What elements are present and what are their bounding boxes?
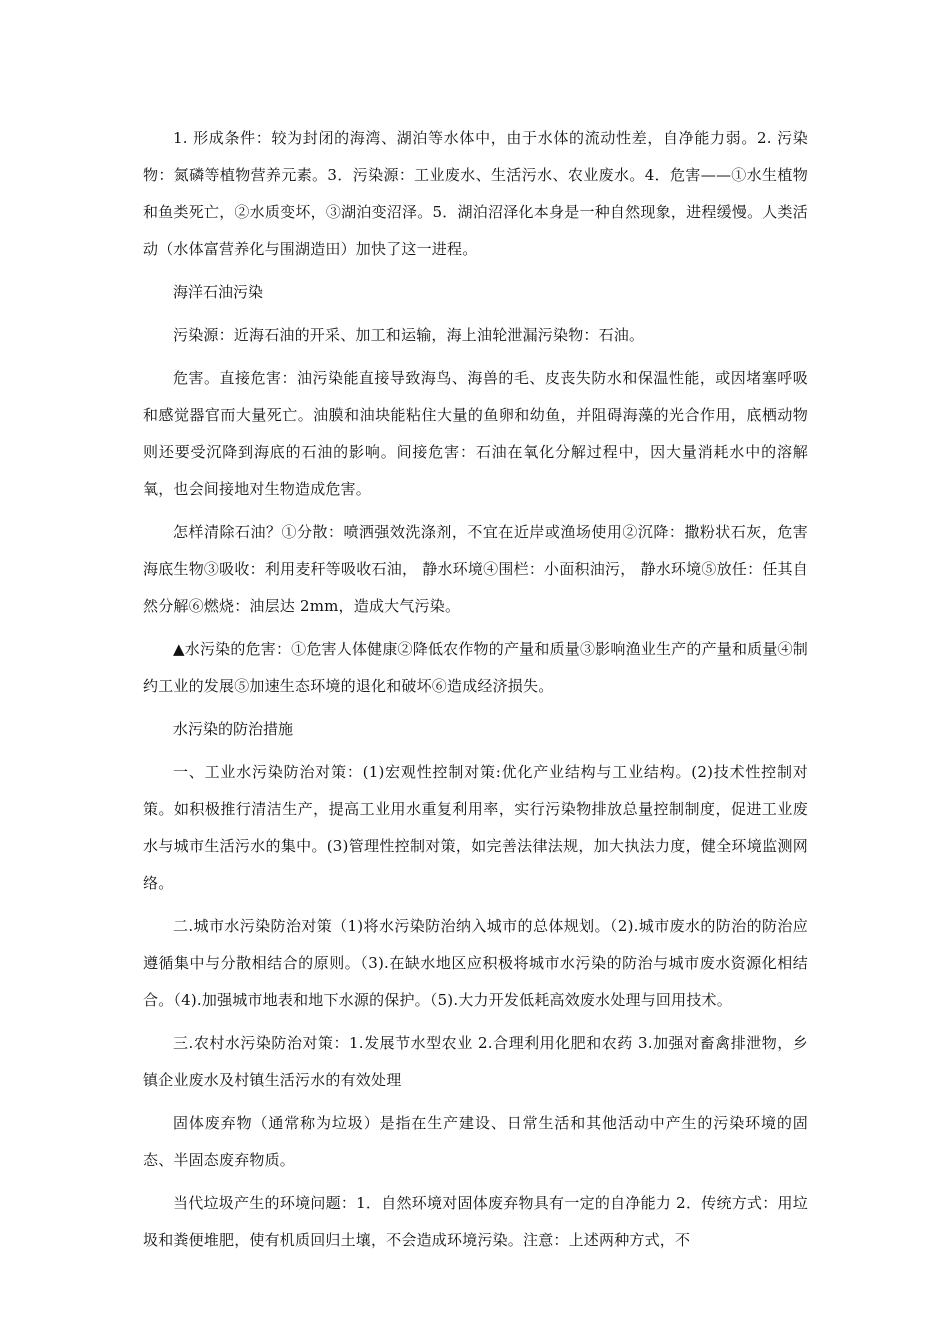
paragraph-water-pollution-harm: ▲水污染的危害：①危害人体健康②降低农作物的产量和质量③影响渔业生产的产量和质量④制约工业的发展⑤加速生态环境的退化和破坏⑥造成经济损失。 <box>143 640 808 695</box>
paragraph-eutrophication: 1. 形成条件：较为封闭的海湾、湖泊等水体中，由于水体的流动性差，自净能力弱。2. 污染物：氮磷等植物营养元素。3．污染源：工业废水、生活污水、农业废水。4．危害——①水生植物和鱼类死亡，②水质变坏，③湖泊变沼泽。5．湖泊沼泽化本身是一种自然现象，进程缓慢。人类活动（水体富营养化与围湖造田）加快了这一进程。 <box>143 129 808 258</box>
paragraph-oil-cleanup: 怎样清除石油？①分散：喷洒强效洗涤剂，不宜在近岸或渔场使用②沉降：撒粉状石灰，危害海底生物③吸收：利用麦秆等吸收石油， 静水环境④围栏：小面积油污， 静水环境⑤放任：任其自然分解⑥燃烧：油层达 2mm，造成大气污染。 <box>143 523 808 615</box>
paragraph-solid-waste-definition: 固体废弃物（通常称为垃圾）是指在生产建设、日常生活和其他活动中产生的污染环境的固态、半固态废弃物质。 <box>143 1114 808 1169</box>
heading-marine-oil-pollution: 海洋石油污染 <box>173 283 264 301</box>
paragraph-industrial-measures: 一、工业水污染防治对策：(1)宏观性控制对策:优化产业结构与工业结构。(2)技术性控制对策。如积极推行清洁生产，提高工业用水重复利用率，实行污染物排放总量控制制度，促进工业废水与城市生活污水的集中。(3)管理性控制对策，如完善法律法规，加大执法力度，健全环境监测网络。 <box>143 763 808 892</box>
document-page <box>143 120 808 1265</box>
paragraph-garbage-problems: 当代垃圾产生的环境问题：1．自然环境对固体废弃物具有一定的自净能力 2．传统方式：用垃圾和粪便堆肥，使有机质回归土壤，不会造成环境污染。注意：上述两种方式，不 <box>143 1194 808 1249</box>
heading-water-pollution-prevention: 水污染的防治措施 <box>173 720 294 738</box>
paragraph-oil-pollution-source: 污染源：近海石油的开采、加工和运输，海上油轮泄漏污染物：石油。 <box>173 326 645 344</box>
paragraph-rural-measures: 三.农村水污染防治对策：1.发展节水型农业 2.合理利用化肥和农药 3.加强对畜禽排泄物，乡镇企业废水及村镇生活污水的有效处理 <box>143 1034 808 1089</box>
paragraph-urban-measures: 二.城市水污染防治对策（1)将水污染防治纳入城市的总体规划。（2).城市废水的防治的防治应遵循集中与分散相结合的原则。（3).在缺水地区应积极将城市水污染的防治与城市废水资源化相结合。（4).加强城市地表和地下水源的保护。（5).大力开发低耗高效废水处理与回用技术。 <box>143 917 808 1009</box>
paragraph-oil-pollution-harm: 危害。直接危害：油污染能直接导致海鸟、海兽的毛、皮丧失防水和保温性能，或因堵塞呼吸和感觉器官而大量死亡。油膜和油块能粘住大量的鱼卵和幼鱼，并阻碍海藻的光合作用，底栖动物则还要受沉降到海底的石油的影响。间接危害：石油在氧化分解过程中，因大量消耗水中的溶解氧，也会间接地对生物造成危害。 <box>143 369 808 498</box>
